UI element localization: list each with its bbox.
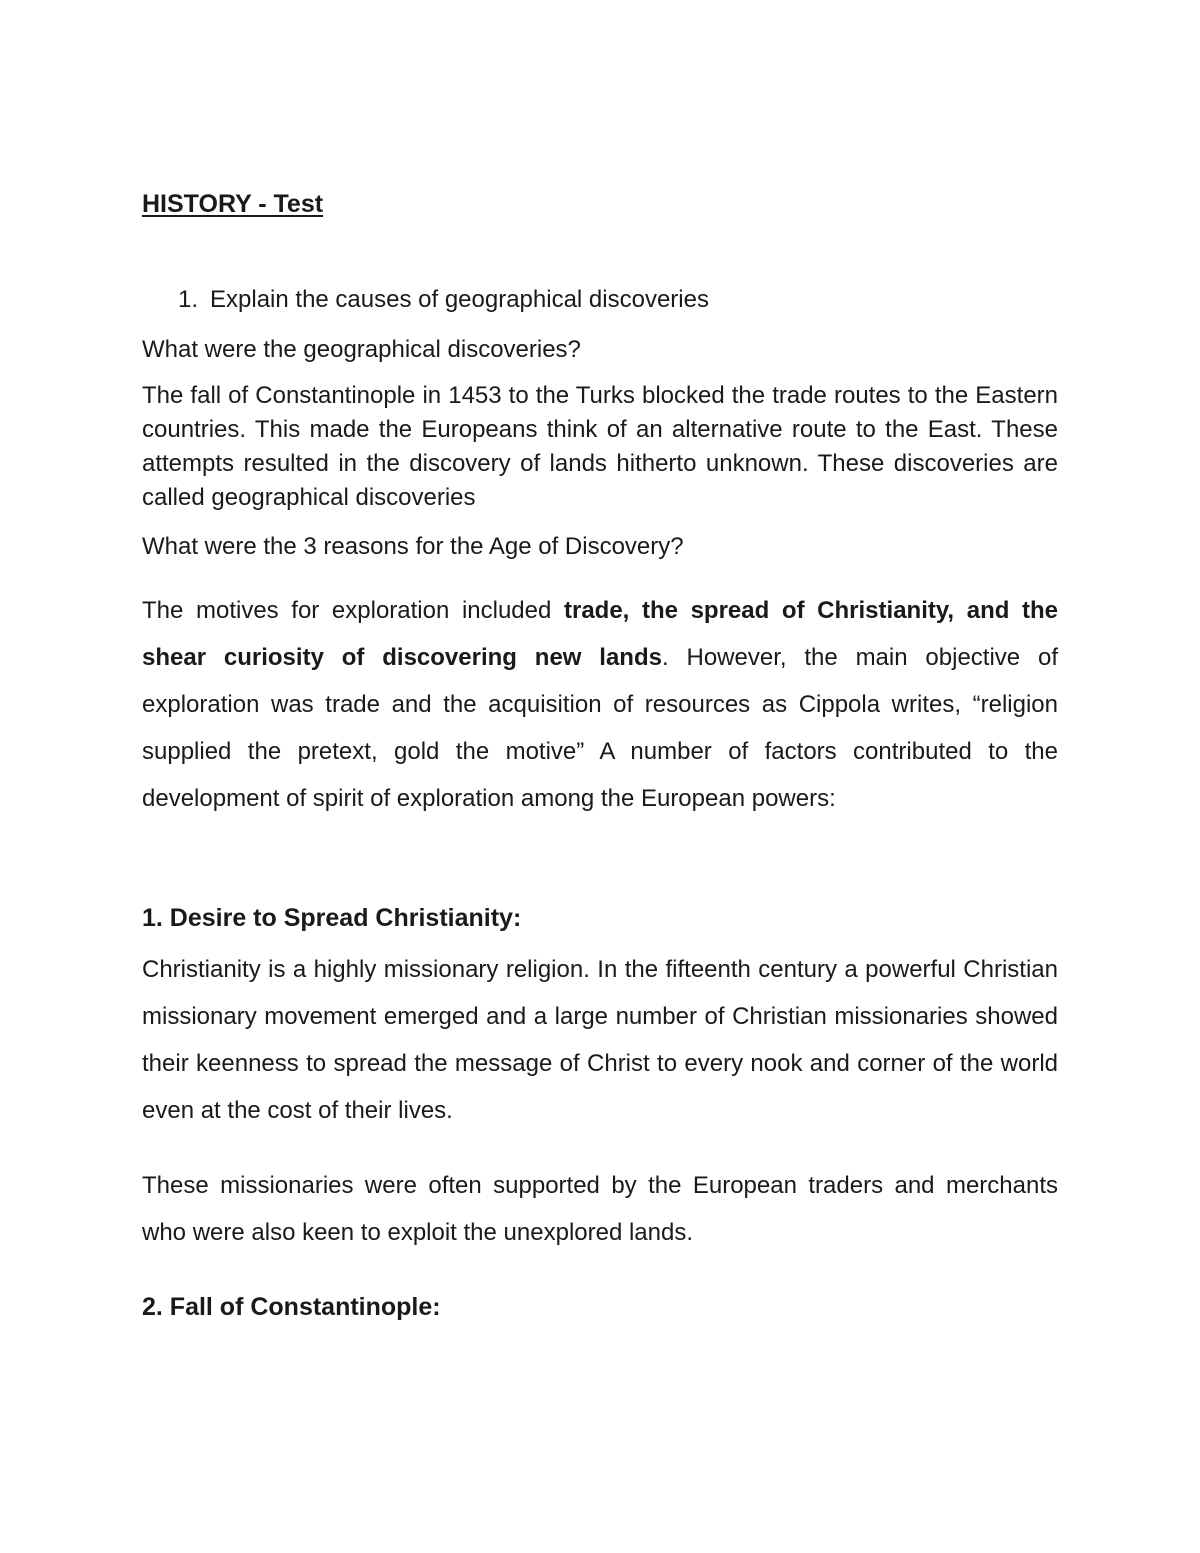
question-1-number: 1. — [178, 286, 199, 313]
motives-paragraph — [142, 587, 1058, 822]
section-2-heading: 2. Fall of Constantinople: — [142, 1293, 441, 1321]
question-1-text: Explain the causes of geographical discoveries — [210, 286, 709, 313]
sub-question-2: What were the 3 reasons for the Age of Discovery? — [142, 533, 684, 560]
document-title: HISTORY - Test — [142, 190, 324, 218]
section-1-paragraph-2: These missionaries were often supported by the European traders and merchants who were also keen to exploit the unexplored lands. — [142, 1172, 1058, 1246]
motives-rest: . However, the main objective of exploration was trade and the acquisition of resources as Cippola writes, “religion supplied the pretext, gold the motive” A number of factors contributed to the development of spirit of exploration among the European powers: — [142, 644, 1058, 812]
motives-bold: trade, the spread of Christianity, and the shear curiosity of discovering new lands — [142, 597, 1059, 671]
section-1-paragraph-1: Christianity is a highly missionary religion. In the fifteenth century a powerful Christian missionary movement emerged and a large number of Christian missionaries showed their keenness to spread the message of Christ to every nook and corner of the world even at the cost of their lives. — [142, 956, 1058, 1124]
motives-intro: The motives for exploration included — [142, 597, 564, 624]
question-1 — [178, 286, 709, 314]
answer-1-paragraph: The fall of Constantinople in 1453 to the Turks blocked the trade routes to the Eastern countries. This made the Europeans think of an alternative route to the East. These attempts resulted in the discovery of lands hitherto unknown. These discoveries are called geographical discoveries — [142, 382, 1058, 511]
sub-question-1: What were the geographical discoveries? — [142, 336, 581, 363]
section-1-heading: 1. Desire to Spread Christianity: — [142, 904, 522, 932]
